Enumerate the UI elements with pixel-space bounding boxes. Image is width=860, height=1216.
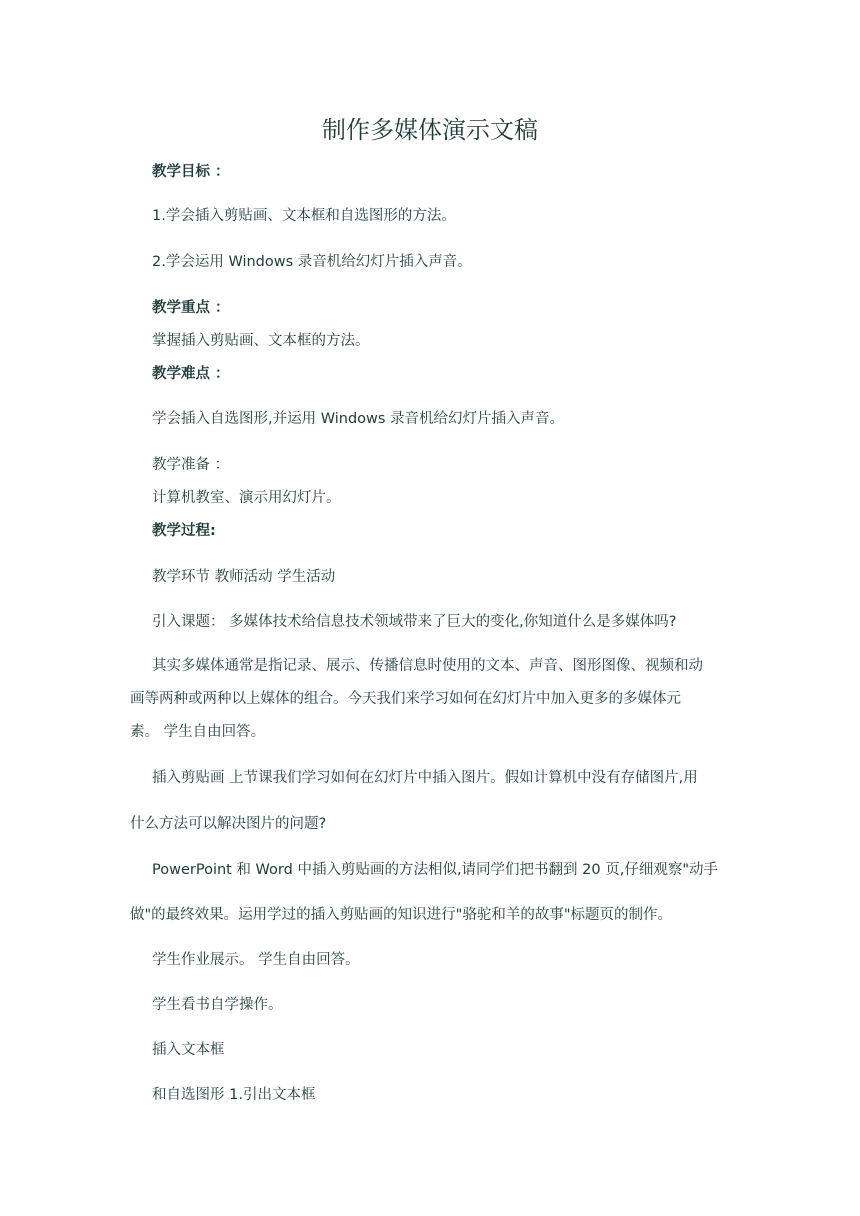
autoshape-line: 和自选图形 1.引出文本框 — [152, 1087, 316, 1103]
clipart-line-2: 什么方法可以解决图片的问题? — [130, 816, 327, 832]
document-title: 制作多媒体演示文稿 — [322, 116, 538, 144]
intro-line: 引入课题： 多媒体技术给信息技术领域带来了巨大的变化,你知道什么是多媒体吗? — [152, 614, 677, 630]
key-points-heading: 教学重点 ： — [152, 300, 230, 316]
insert-textbox: 插入文本框 — [152, 1042, 225, 1058]
difficulties-text: 学会插入自选图形,并运用 Windows 录音机给幻灯片插入声音。 — [152, 411, 565, 427]
multimedia-line-2: 画等两种或两种以上媒体的组合。今天我们来学习如何在幻灯片中加入更多的多媒体元 — [130, 691, 681, 707]
show-work: 学生作业展示。 学生自由回答。 — [152, 952, 360, 968]
process-columns: 教学环节 教师活动 学生活动 — [152, 569, 336, 585]
process-heading: 教学过程: — [152, 523, 216, 539]
objectives-heading: 教学目标 ： — [152, 164, 230, 180]
preparation-heading: 教学准备 ： — [152, 457, 230, 473]
multimedia-line-3: 素。 学生自由回答。 — [130, 724, 266, 740]
word-line-1: PowerPoint 和 Word 中插入剪贴画的方法相似,请同学们把书翻到 20 页,仔细观察"动手 — [152, 862, 718, 878]
objective-1: 1.学会插入剪贴画、文本框和自选图形的方法。 — [152, 208, 456, 224]
difficulties-heading: 教学难点 ： — [152, 366, 230, 382]
self-study: 学生看书自学操作。 — [152, 997, 283, 1013]
multimedia-line-1: 其实多媒体通常是指记录、展示、传播信息时使用的文本、声音、图形图像、视频和动 — [152, 658, 703, 674]
preparation-text: 计算机教室、演示用幻灯片。 — [152, 490, 341, 506]
key-points-text: 掌握插入剪贴画、文本框的方法。 — [152, 333, 370, 349]
objective-2: 2.学会运用 Windows 录音机给幻灯片插入声音。 — [152, 254, 472, 270]
word-line-2: 做"的最终效果。运用学过的插入剪贴画的知识进行"骆驼和羊的故事"标题页的制作。 — [130, 907, 673, 923]
clipart-line-1: 插入剪贴画 上节课我们学习如何在幻灯片中插入图片。假如计算机中没有存储图片,用 — [152, 770, 698, 786]
